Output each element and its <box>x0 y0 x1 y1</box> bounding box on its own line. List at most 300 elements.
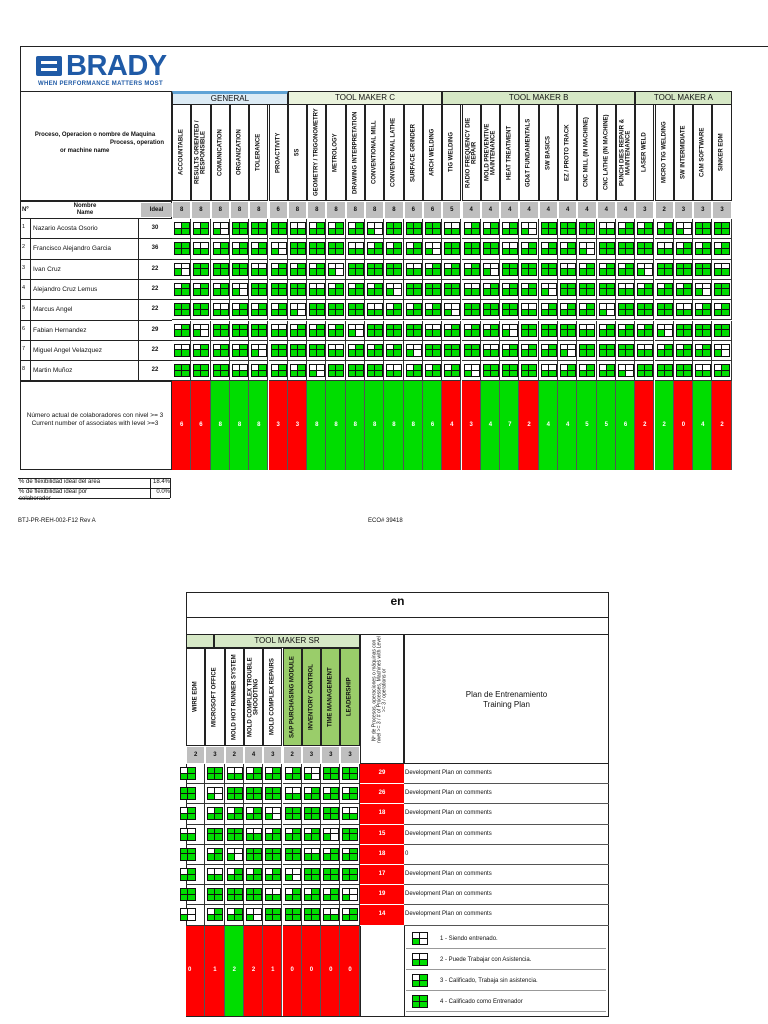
count-value: 4 <box>701 421 705 428</box>
icon-quadrant <box>235 814 242 820</box>
skill-level-icon <box>180 787 196 800</box>
skill-level-icon <box>304 828 320 841</box>
count-value: 0 <box>348 967 352 973</box>
ideal-value: 8 <box>334 207 338 213</box>
icon-quadrant <box>312 794 319 800</box>
ideal-value: 4 <box>527 207 531 213</box>
column-header-label: TIG WELDING <box>448 132 455 173</box>
icon-quadrant <box>273 854 280 860</box>
column-header-label: CONVENTIONAL MILL <box>371 120 378 185</box>
icon-quadrant <box>266 895 273 901</box>
ideal-header: Ideal <box>141 203 172 217</box>
icon-quadrant <box>331 909 338 915</box>
count-value: 5 <box>585 421 589 428</box>
icon-quadrant <box>181 788 188 794</box>
count-value: 3 <box>469 421 473 428</box>
icon-quadrant <box>343 768 350 774</box>
eco-number: ECO# 39418 <box>368 518 403 524</box>
column-header-label: SW INTERMIDIATE <box>680 125 687 180</box>
icon-quadrant <box>181 895 188 901</box>
icon-quadrant <box>228 774 235 780</box>
icon-quadrant <box>247 909 254 915</box>
icon-quadrant <box>324 854 331 860</box>
count-value: 8 <box>257 421 261 428</box>
icon-quadrant <box>254 915 261 921</box>
skill-level-icon <box>342 807 358 820</box>
icon-quadrant <box>343 814 350 820</box>
column-header-label: LEADERSHIP <box>347 677 354 717</box>
icon-quadrant <box>247 814 254 820</box>
icon-quadrant <box>324 889 331 895</box>
ideal-value: 6 <box>276 207 280 213</box>
total-value: 14 <box>378 911 386 918</box>
icon-quadrant <box>293 849 300 855</box>
icon-quadrant <box>331 814 338 820</box>
icon-quadrant <box>350 889 357 895</box>
icon-quadrant <box>312 889 319 895</box>
icon-quadrant <box>208 875 215 881</box>
icon-quadrant <box>312 829 319 835</box>
group-header-general: GENERAL <box>172 91 288 105</box>
comment-divider <box>404 844 609 845</box>
column-header-label: GD&T FUNDAMENTALS <box>526 118 533 187</box>
training-comment: 0 <box>405 850 409 857</box>
ideal-value: 8 <box>257 207 261 213</box>
training-comment: Development Plan on comments <box>405 790 492 797</box>
icon-quadrant <box>208 895 215 901</box>
legend-text: 4 - Calificado como Entrenador <box>440 999 523 1005</box>
icon-quadrant <box>413 954 420 960</box>
skill-level-icon <box>180 868 196 881</box>
icon-quadrant <box>331 895 338 901</box>
employee-name: Marcus Angel <box>33 306 73 314</box>
count-value: 0 <box>329 967 333 973</box>
icon-quadrant <box>312 915 319 921</box>
icon-quadrant <box>228 849 235 855</box>
icon-quadrant <box>266 814 273 820</box>
skill-level-icon <box>342 888 358 901</box>
icon-quadrant <box>254 869 261 875</box>
icon-quadrant <box>420 975 427 981</box>
count-value: 8 <box>411 421 415 428</box>
icon-quadrant <box>181 814 188 820</box>
count-value: 1 <box>271 967 275 973</box>
icon-quadrant <box>293 895 300 901</box>
page2-title: en <box>390 594 405 608</box>
icon-quadrant <box>273 829 280 835</box>
total-value: 15 <box>378 830 386 837</box>
icon-quadrant <box>208 768 215 774</box>
row-number: 7 <box>22 345 26 352</box>
icon-quadrant <box>247 889 254 895</box>
icon-quadrant <box>266 869 273 875</box>
icon-quadrant <box>181 889 188 895</box>
skill-level-icon <box>207 828 223 841</box>
icon-quadrant <box>247 768 254 774</box>
icon-quadrant <box>188 915 195 921</box>
training-comment: Development Plan on comments <box>405 830 492 837</box>
skill-level-icon <box>342 868 358 881</box>
column-header-label: TOLERANCE <box>255 133 262 172</box>
side-header: Nº de Procesos, operaciones o máquinas con nivel >= 3 / # of Processes, Machines with Level >= 3 / operations or <box>371 636 388 744</box>
icon-quadrant <box>350 869 357 875</box>
icon-quadrant <box>235 854 242 860</box>
skill-level-icon <box>265 908 281 921</box>
icon-quadrant <box>413 996 420 1002</box>
icon-quadrant <box>420 996 427 1002</box>
icon-quadrant <box>305 774 312 780</box>
comment-divider <box>404 824 609 825</box>
icon-quadrant <box>247 869 254 875</box>
icon-quadrant <box>293 829 300 835</box>
icon-quadrant <box>305 768 312 774</box>
skill-level-icon <box>285 807 301 820</box>
skill-level-icon <box>285 888 301 901</box>
icon-quadrant <box>324 869 331 875</box>
icon-quadrant <box>188 895 195 901</box>
icon-quadrant <box>286 794 293 800</box>
row-number: 4 <box>22 284 26 291</box>
icon-quadrant <box>343 794 350 800</box>
legend-level-icon <box>412 974 428 987</box>
icon-quadrant <box>208 849 215 855</box>
icon-quadrant <box>247 774 254 780</box>
legend-divider <box>406 969 606 970</box>
icon-quadrant <box>235 788 242 794</box>
flex-row2-value: 0.0% <box>156 489 170 495</box>
icon-quadrant <box>247 794 254 800</box>
icon-quadrant <box>350 814 357 820</box>
skill-level-icon <box>207 807 223 820</box>
icon-quadrant <box>350 834 357 840</box>
count-value: 8 <box>392 421 396 428</box>
ideal-value: 3 <box>348 752 352 758</box>
icon-quadrant <box>208 794 215 800</box>
icon-quadrant <box>254 889 261 895</box>
icon-quadrant <box>286 915 293 921</box>
skill-level-icon <box>342 848 358 861</box>
icon-quadrant <box>324 788 331 794</box>
icon-quadrant <box>254 849 261 855</box>
flex-row2-label: % de flexibilidad ideal por colaborador <box>19 489 88 502</box>
icon-quadrant <box>188 849 195 855</box>
icon-quadrant <box>181 774 188 780</box>
icon-quadrant <box>343 915 350 921</box>
employee-name: Nazario Acosta Osorio <box>33 225 98 232</box>
column-header-label: PUNCH DIES REPAIR & MAINTENANCE <box>619 119 632 186</box>
icon-quadrant <box>188 829 195 835</box>
icon-quadrant <box>312 834 319 840</box>
ideal-value: 5 <box>450 207 454 213</box>
icon-quadrant <box>247 788 254 794</box>
skill-level-icon <box>304 868 320 881</box>
icon-quadrant <box>331 889 338 895</box>
icon-quadrant <box>420 939 427 945</box>
ideal-value: 2 <box>193 752 198 758</box>
icon-quadrant <box>312 774 319 780</box>
icon-quadrant <box>208 915 215 921</box>
group-header-tool-maker-c: TOOL MAKER C <box>288 91 442 105</box>
flex-row1-value: 18.4% <box>152 479 170 485</box>
icon-quadrant <box>305 909 312 915</box>
icon-quadrant <box>273 774 280 780</box>
icon-quadrant <box>286 829 293 835</box>
skill-level-icon <box>246 807 262 820</box>
icon-quadrant <box>235 889 242 895</box>
skill-level-icon <box>227 767 243 780</box>
icon-quadrant <box>228 768 235 774</box>
count-value: 4 <box>546 421 550 428</box>
legend-level-icon <box>412 953 428 966</box>
ideal-value: 8 <box>237 207 242 213</box>
total-value: 19 <box>378 891 386 898</box>
ideal-value: 3 <box>329 752 333 758</box>
current-count-label-en: Current number of associates with level >=3 <box>31 420 159 427</box>
icon-quadrant <box>350 788 357 794</box>
column-header-label: ORGANIZATION <box>236 129 243 176</box>
ideal-value: 4 <box>546 207 550 213</box>
icon-quadrant <box>350 768 357 774</box>
icon-quadrant <box>273 788 280 794</box>
icon-quadrant <box>266 829 273 835</box>
icon-quadrant <box>215 895 222 901</box>
ideal-value: 4 <box>508 207 512 213</box>
count-value: 6 <box>623 421 628 428</box>
icon-quadrant <box>228 869 235 875</box>
column-header-label: CAM SOFTWARE <box>699 127 706 178</box>
icon-quadrant <box>208 909 215 915</box>
skill-level-icon <box>207 868 223 881</box>
ideal-value: 2 <box>290 752 294 758</box>
row-number: 3 <box>22 264 26 271</box>
icon-quadrant <box>235 869 242 875</box>
count-value: 0 <box>290 967 294 973</box>
icon-quadrant <box>215 788 222 794</box>
icon-quadrant <box>413 975 420 981</box>
icon-quadrant <box>235 909 242 915</box>
icon-quadrant <box>286 895 293 901</box>
icon-quadrant <box>181 829 188 835</box>
count-value: 0 <box>187 967 192 973</box>
icon-quadrant <box>228 814 235 820</box>
icon-quadrant <box>331 829 338 835</box>
icon-quadrant <box>235 834 242 840</box>
icon-quadrant <box>324 909 331 915</box>
icon-quadrant <box>181 808 188 814</box>
icon-quadrant <box>273 808 280 814</box>
skill-level-icon <box>304 888 320 901</box>
skill-level-icon <box>227 908 243 921</box>
icon-quadrant <box>215 814 222 820</box>
icon-quadrant <box>215 854 222 860</box>
count-value: 8 <box>315 421 319 428</box>
skill-level-icon <box>246 908 262 921</box>
icon-quadrant <box>235 794 242 800</box>
column-header-label: MICRO TIG WELDING <box>661 121 668 184</box>
icon-quadrant <box>181 794 188 800</box>
icon-quadrant <box>413 933 420 939</box>
training-comment: Development Plan on comments <box>405 871 492 877</box>
skill-level-icon <box>265 787 281 800</box>
icon-quadrant <box>215 774 222 780</box>
column-header-label: DRAWING INTERPRETATION <box>352 111 359 194</box>
icon-quadrant <box>215 768 222 774</box>
icon-quadrant <box>286 834 293 840</box>
icon-quadrant <box>208 814 215 820</box>
icon-quadrant <box>331 854 338 860</box>
icon-quadrant <box>228 854 235 860</box>
ideal-value: 4 <box>251 752 256 758</box>
icon-quadrant <box>254 768 261 774</box>
icon-quadrant <box>343 829 350 835</box>
ideal-value: 3 <box>720 207 724 213</box>
icon-quadrant <box>188 794 195 800</box>
icon-quadrant <box>324 808 331 814</box>
icon-quadrant <box>331 794 338 800</box>
icon-quadrant <box>208 829 215 835</box>
icon-quadrant <box>188 869 195 875</box>
legend-divider <box>406 1011 606 1012</box>
skill-level-icon <box>342 787 358 800</box>
column-header-label: PROACTIVITY <box>275 132 282 173</box>
icon-quadrant <box>254 875 261 881</box>
icon-quadrant <box>228 895 235 901</box>
skill-level-icon <box>323 807 339 820</box>
icon-quadrant <box>266 875 273 881</box>
icon-quadrant <box>413 1002 420 1008</box>
skill-level-icon <box>246 868 262 881</box>
doc-code: BTJ-PR-REH-002-F12 Rev A <box>18 518 96 524</box>
icon-quadrant <box>293 808 300 814</box>
skill-level-icon <box>304 807 320 820</box>
column-header-label: CONVENTIONAL LATHE <box>390 117 397 188</box>
column-header-label: EZ / PROTO TRACK <box>564 124 571 181</box>
brady-tagline: WHEN PERFORMANCE MATTERS MOST <box>38 81 163 87</box>
icon-quadrant <box>266 915 273 921</box>
column-header-label: MOLD COMPLEX TROUBLE SHOODTING <box>247 657 260 737</box>
icon-quadrant <box>181 909 188 915</box>
icon-quadrant <box>273 768 280 774</box>
icon-quadrant <box>350 829 357 835</box>
training-comment: Development Plan on comments <box>405 891 492 898</box>
ideal-value: 2 <box>662 207 666 213</box>
icon-quadrant <box>420 960 427 966</box>
skill-level-icon <box>285 828 301 841</box>
icon-quadrant <box>350 854 357 860</box>
skill-level-icon <box>323 767 339 780</box>
skill-level-icon <box>180 908 196 921</box>
icon-quadrant <box>266 788 273 794</box>
skill-level-icon <box>323 787 339 800</box>
skill-level-icon <box>265 868 281 881</box>
ideal-value: 3 <box>701 207 705 213</box>
count-value: 2 <box>643 421 647 428</box>
icon-quadrant <box>247 915 254 921</box>
icon-quadrant <box>312 788 319 794</box>
skill-level-icon <box>180 807 196 820</box>
icon-quadrant <box>293 909 300 915</box>
skill-level-icon <box>207 848 223 861</box>
icon-quadrant <box>215 808 222 814</box>
icon-quadrant <box>286 768 293 774</box>
skill-level-icon <box>180 848 196 861</box>
icon-quadrant <box>331 808 338 814</box>
employee-name: Miguel Angel Velazquez <box>33 346 103 354</box>
group-header-tool-maker-sr: TOOL MAKER SR <box>214 634 360 648</box>
ideal-value: 4 <box>585 207 589 213</box>
icon-quadrant <box>228 889 235 895</box>
ideal-value: 8 <box>199 207 203 213</box>
icon-quadrant <box>188 814 195 820</box>
icon-quadrant <box>228 875 235 881</box>
icon-quadrant <box>215 849 222 855</box>
count-value: 3 <box>276 421 280 428</box>
icon-quadrant <box>305 814 312 820</box>
comment-divider <box>404 803 609 804</box>
icon-quadrant <box>235 875 242 881</box>
skill-level-icon <box>246 848 262 861</box>
training-plan-en: Training Plan <box>483 700 530 709</box>
icon-quadrant <box>331 834 338 840</box>
skill-level-icon <box>246 888 262 901</box>
icon-quadrant <box>266 889 273 895</box>
legend-text: 2 - Puede Trabajar con Asistencia. <box>440 957 532 963</box>
icon-quadrant <box>413 960 420 966</box>
icon-quadrant <box>293 794 300 800</box>
icon-quadrant <box>293 854 300 860</box>
icon-quadrant <box>273 814 280 820</box>
icon-quadrant <box>235 774 242 780</box>
ideal-value: 8 <box>295 207 300 213</box>
icon-quadrant <box>273 889 280 895</box>
icon-quadrant <box>228 909 235 915</box>
icon-quadrant <box>312 849 319 855</box>
icon-quadrant <box>228 808 235 814</box>
icon-quadrant <box>305 794 312 800</box>
count-value: 1 <box>213 967 217 973</box>
icon-quadrant <box>181 849 188 855</box>
icon-quadrant <box>215 794 222 800</box>
skill-level-icon <box>227 888 243 901</box>
icon-quadrant <box>286 849 293 855</box>
icon-quadrant <box>350 774 357 780</box>
icon-quadrant <box>413 981 420 987</box>
count-value: 8 <box>334 421 338 428</box>
count-value: 6 <box>430 421 435 428</box>
icon-quadrant <box>324 895 331 901</box>
icon-quadrant <box>305 875 312 881</box>
icon-quadrant <box>235 915 242 921</box>
column-header-label: METROLOGY <box>333 133 340 172</box>
icon-quadrant <box>188 889 195 895</box>
icon-quadrant <box>324 768 331 774</box>
column-header-label: MICROSOFT OFFICE <box>211 667 218 727</box>
icon-quadrant <box>188 774 195 780</box>
icon-quadrant <box>254 834 261 840</box>
column-header-label: GEOMETRY / TRIGONOMETRY <box>313 108 320 197</box>
icon-quadrant <box>247 875 254 881</box>
icon-quadrant <box>266 849 273 855</box>
count-value: 2 <box>527 421 531 428</box>
icon-quadrant <box>343 849 350 855</box>
skill-level-icon <box>265 828 281 841</box>
icon-quadrant <box>331 768 338 774</box>
icon-quadrant <box>208 834 215 840</box>
name-header-es: Nombre <box>73 203 97 209</box>
icon-quadrant <box>350 915 357 921</box>
skill-level-icon <box>227 868 243 881</box>
icon-quadrant <box>208 788 215 794</box>
